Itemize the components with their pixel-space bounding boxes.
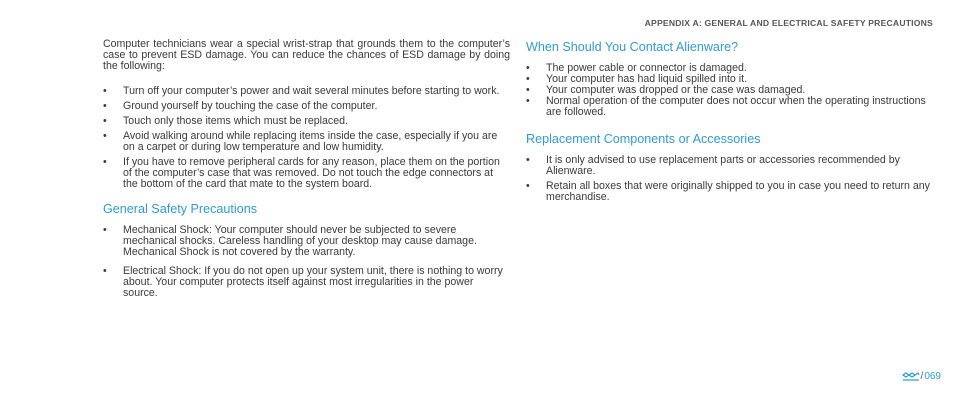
general-safety-heading: General Safety Precautions [103, 202, 258, 216]
page-number-block [902, 371, 941, 382]
replacement-components-heading: Replacement Components or Accessories [526, 132, 761, 146]
alienware-logo-icon [902, 372, 920, 382]
list-item: • Turn off your computer’s power and wait several minutes before starting to work. [103, 86, 510, 97]
page-number-separator: / [920, 371, 924, 382]
contact-reasons-list [526, 63, 934, 118]
right-column [526, 39, 934, 207]
list-item: • It is only advised to use replacement parts or accessories recommended by Alienware. [526, 155, 934, 177]
list-item: • Touch only those items which must be replaced. [103, 116, 510, 127]
list-item: • Normal operation of the computer does not occur when the operating instructions are followed. [526, 96, 934, 118]
esd-intro-paragraph: Computer technicians wear a special wrist-strap that grounds them to the computer’s case to prevent ESD damage. You can reduce the chances of ESD damage by doing the following: [103, 38, 510, 72]
list-item: • Mechanical Shock: Your computer should never be subjected to severe mechanical shocks. Careless handling of your desktop may cause damage. Mechanical Shock is not covered by the warranty. [103, 225, 510, 258]
esd-precautions-list [103, 86, 510, 190]
left-column [103, 39, 510, 303]
list-item: • The power cable or connector is damaged. [526, 63, 934, 74]
list-item: • Avoid walking around while replacing items inside the case, especially if you are on a carpet or during low temperature and low humidity. [103, 131, 510, 153]
list-item: • Electrical Shock: If you do not open up your system unit, there is nothing to worry about. Your computer protects itself against most irregularities in the power source. [103, 266, 510, 299]
contact-alienware-heading: When Should You Contact Alienware? [526, 40, 739, 54]
list-item: • Your computer was dropped or the case was damaged. [526, 85, 934, 96]
general-safety-list [103, 225, 510, 299]
list-item: • Ground yourself by touching the case of the computer. [103, 101, 510, 112]
replacement-list [526, 155, 934, 203]
list-item: • Retain all boxes that were originally shipped to you in case you need to return any merchandise. [526, 181, 934, 203]
page-number: 069 [924, 371, 941, 382]
list-item: • Your computer has had liquid spilled into it. [526, 74, 934, 85]
running-header: APPENDIX A: GENERAL AND ELECTRICAL SAFETY PRECAUTIONS [644, 18, 933, 28]
list-item: • If you have to remove peripheral cards for any reason, place them on the portion of the computer’s case that was removed. Do not touch the edge connectors at the bottom of the card that mate to the system board. [103, 157, 510, 190]
